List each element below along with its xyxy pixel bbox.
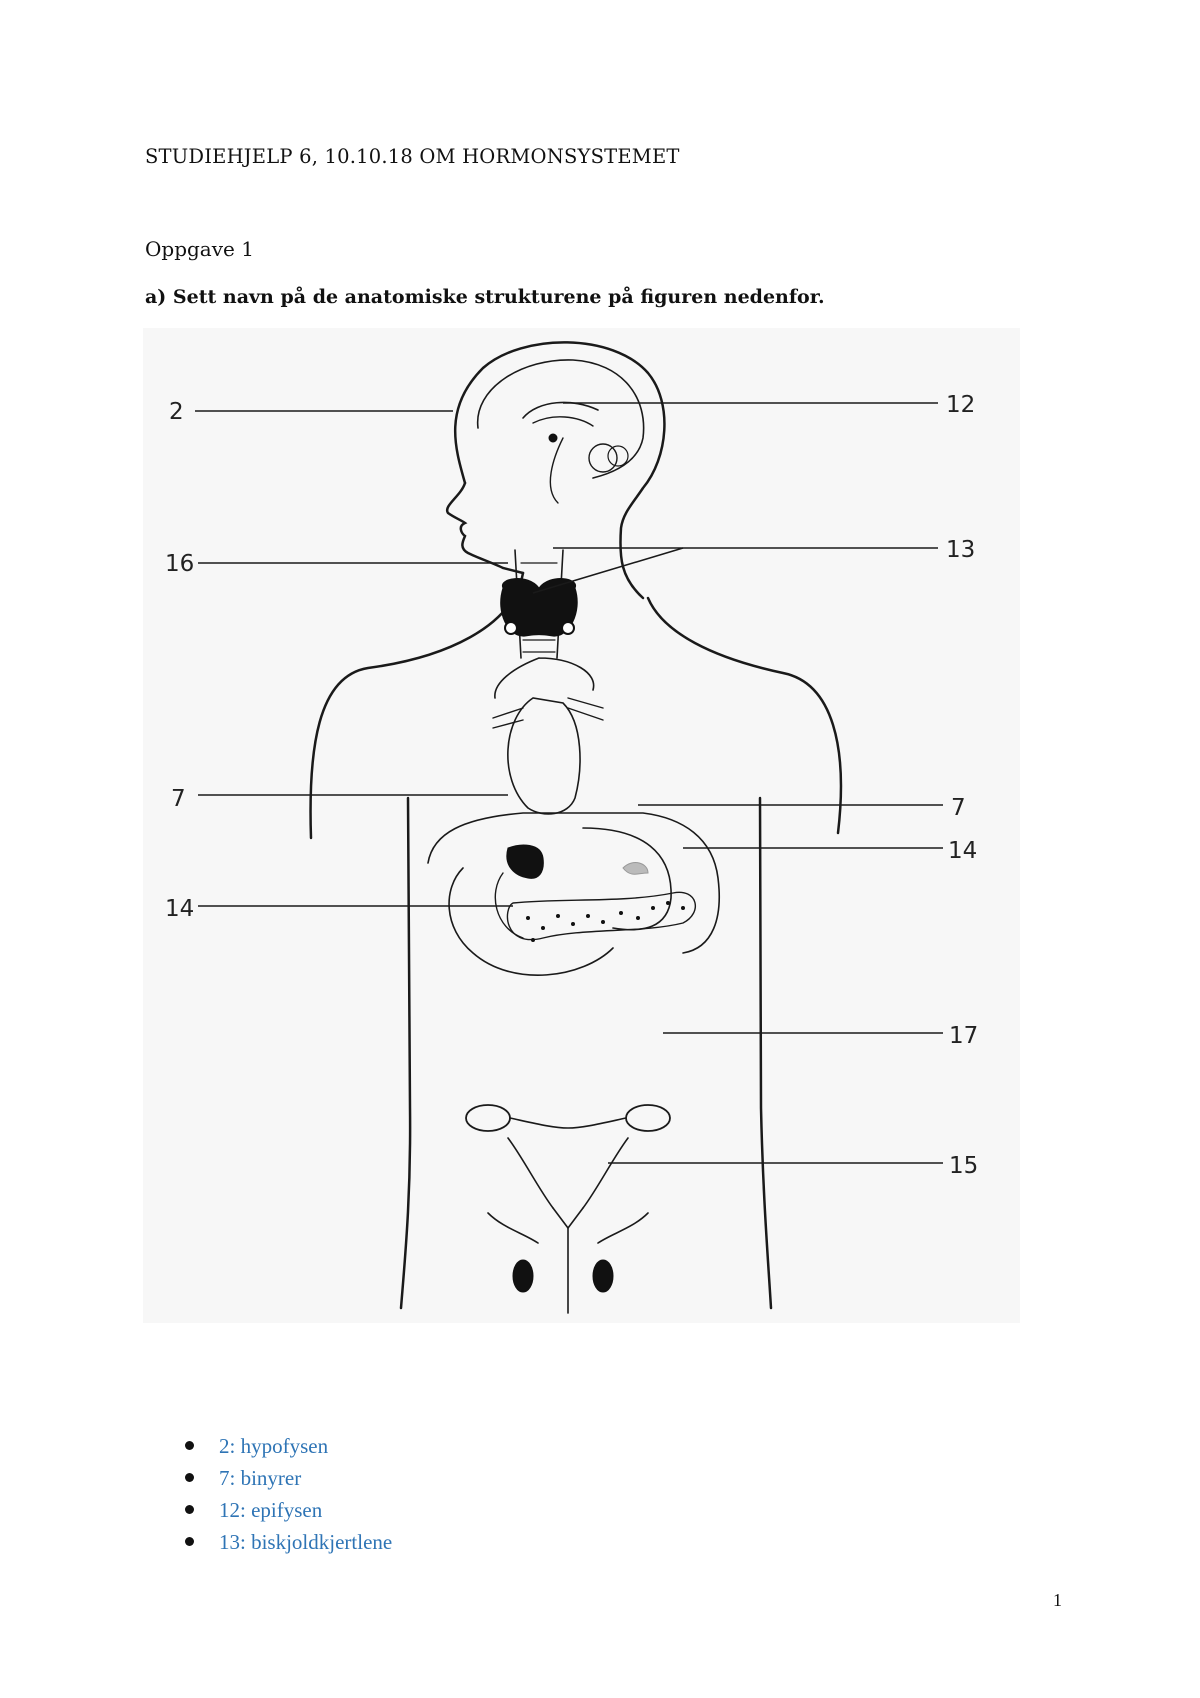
list-item: 12: epifysen xyxy=(185,1494,392,1526)
adrenal-right xyxy=(623,863,648,875)
list-item: 2: hypofysen xyxy=(185,1430,392,1462)
list-item: 7: binyrer xyxy=(185,1462,392,1494)
body-outline xyxy=(311,342,841,1313)
label-14-right: 14 xyxy=(948,838,978,864)
label-15: 15 xyxy=(949,1153,979,1179)
bullet-icon xyxy=(185,1441,194,1450)
label-17: 17 xyxy=(949,1023,979,1049)
label-12: 12 xyxy=(946,392,976,418)
answer-list xyxy=(185,1430,392,1558)
document-title: STUDIEHJELP 6, 10.10.18 OM HORMONSYSTEMET xyxy=(145,145,680,168)
endocrine-system-figure xyxy=(143,328,1020,1323)
label-7-left: 7 xyxy=(171,786,186,812)
task-question: a) Sett navn på de anatomiske strukturene på figuren nedenfor. xyxy=(145,286,825,308)
bullet-icon xyxy=(185,1473,194,1482)
bullet-icon xyxy=(185,1537,194,1546)
label-7-right: 7 xyxy=(951,795,966,821)
task-heading: Oppgave 1 xyxy=(145,237,254,261)
label-14-left: 14 xyxy=(165,896,195,922)
list-item: 13: biskjoldkjertlene xyxy=(185,1526,392,1558)
label-2: 2 xyxy=(169,399,184,425)
page-number: 1 xyxy=(1053,1590,1062,1610)
label-leaders xyxy=(195,403,943,1163)
label-13: 13 xyxy=(946,537,976,563)
label-16: 16 xyxy=(165,551,195,577)
bullet-icon xyxy=(185,1505,194,1514)
